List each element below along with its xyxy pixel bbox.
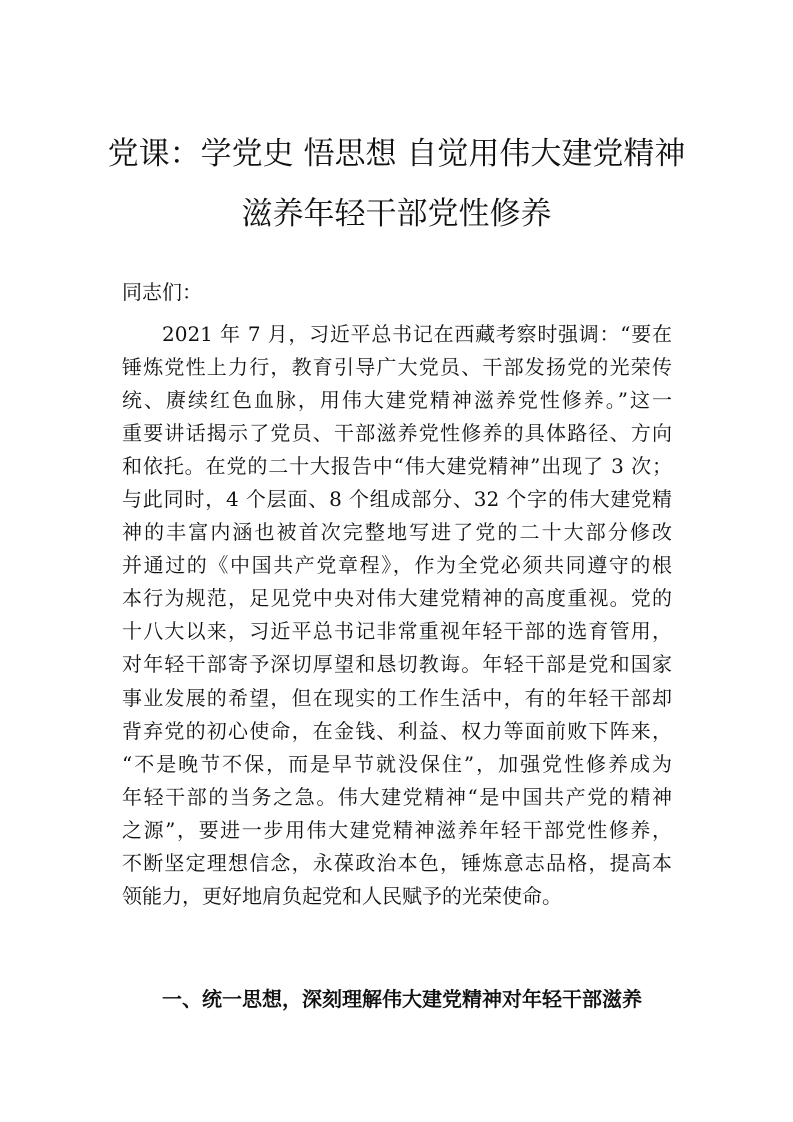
paragraph-line: 2021 年 7 月，习近平总书记在西藏考察时强调：“要在 — [162, 322, 672, 346]
section-heading: 一、统一思想，深刻理解伟大建党精神对年轻干部滋养 — [162, 987, 642, 1011]
paragraph-line: 并通过的《中国共产党章程》，作为全党必须共同遵守的根 — [122, 553, 672, 578]
paragraph-line: 年轻干部的当务之急。伟大建党精神“是中国共产党的精神 — [122, 784, 672, 809]
paragraph-line: 神的丰富内涵也被首次完整地写进了党的二十大部分修改 — [122, 520, 672, 545]
paragraph-line: 锤炼党性上力行，教育引导广大党员、干部发扬党的光荣传 — [122, 355, 672, 380]
salutation: 同志们： — [122, 280, 202, 304]
paragraph-line: 本行为规范，足见党中央对伟大建党精神的高度重视。党的 — [122, 586, 672, 611]
body-paragraph — [122, 318, 672, 913]
paragraph-line: 对年轻干部寄予深切厚望和恳切教诲。年轻干部是党和国家 — [122, 652, 672, 677]
paragraph-line: 事业发展的希望，但在现实的工作生活中，有的年轻干部却 — [122, 685, 672, 710]
paragraph-line: 十八大以来，习近平总书记非常重视年轻干部的选育管用， — [122, 619, 672, 644]
paragraph-line: 不断坚定理想信念，永葆政治本色，锤炼意志品格，提高本 — [122, 850, 672, 875]
paragraph-line: 重要讲话揭示了党员、干部滋养党性修养的具体路径、方向 — [122, 421, 672, 446]
paragraph-line: 背弃党的初心使命，在金钱、利益、权力等面前败下阵来， — [122, 718, 672, 743]
paragraph-line: 之源”，要进一步用伟大建党精神滋养年轻干部党性修养， — [122, 817, 672, 842]
paragraph-line: 领能力，更好地肩负起党和人民赋予的光荣使命。 — [122, 883, 562, 908]
paragraph-line: 统、赓续红色血脉，用伟大建党精神滋养党性修养。”这一 — [122, 388, 672, 413]
paragraph-line: 与此同时，4 个层面、8 个组成部分、32 个字的伟大建党精 — [122, 487, 672, 512]
title-line-1: 党课：学党史 悟思想 自觉用伟大建党精神 — [107, 136, 686, 172]
title-line-2: 滋养年轻干部党性修养 — [241, 196, 552, 232]
paragraph-line: 和依托。在党的二十大报告中“伟大建党精神”出现了 3 次； — [122, 454, 672, 479]
paragraph-line: “不是晚节不保，而是早节就没保住”，加强党性修养成为 — [122, 751, 672, 776]
